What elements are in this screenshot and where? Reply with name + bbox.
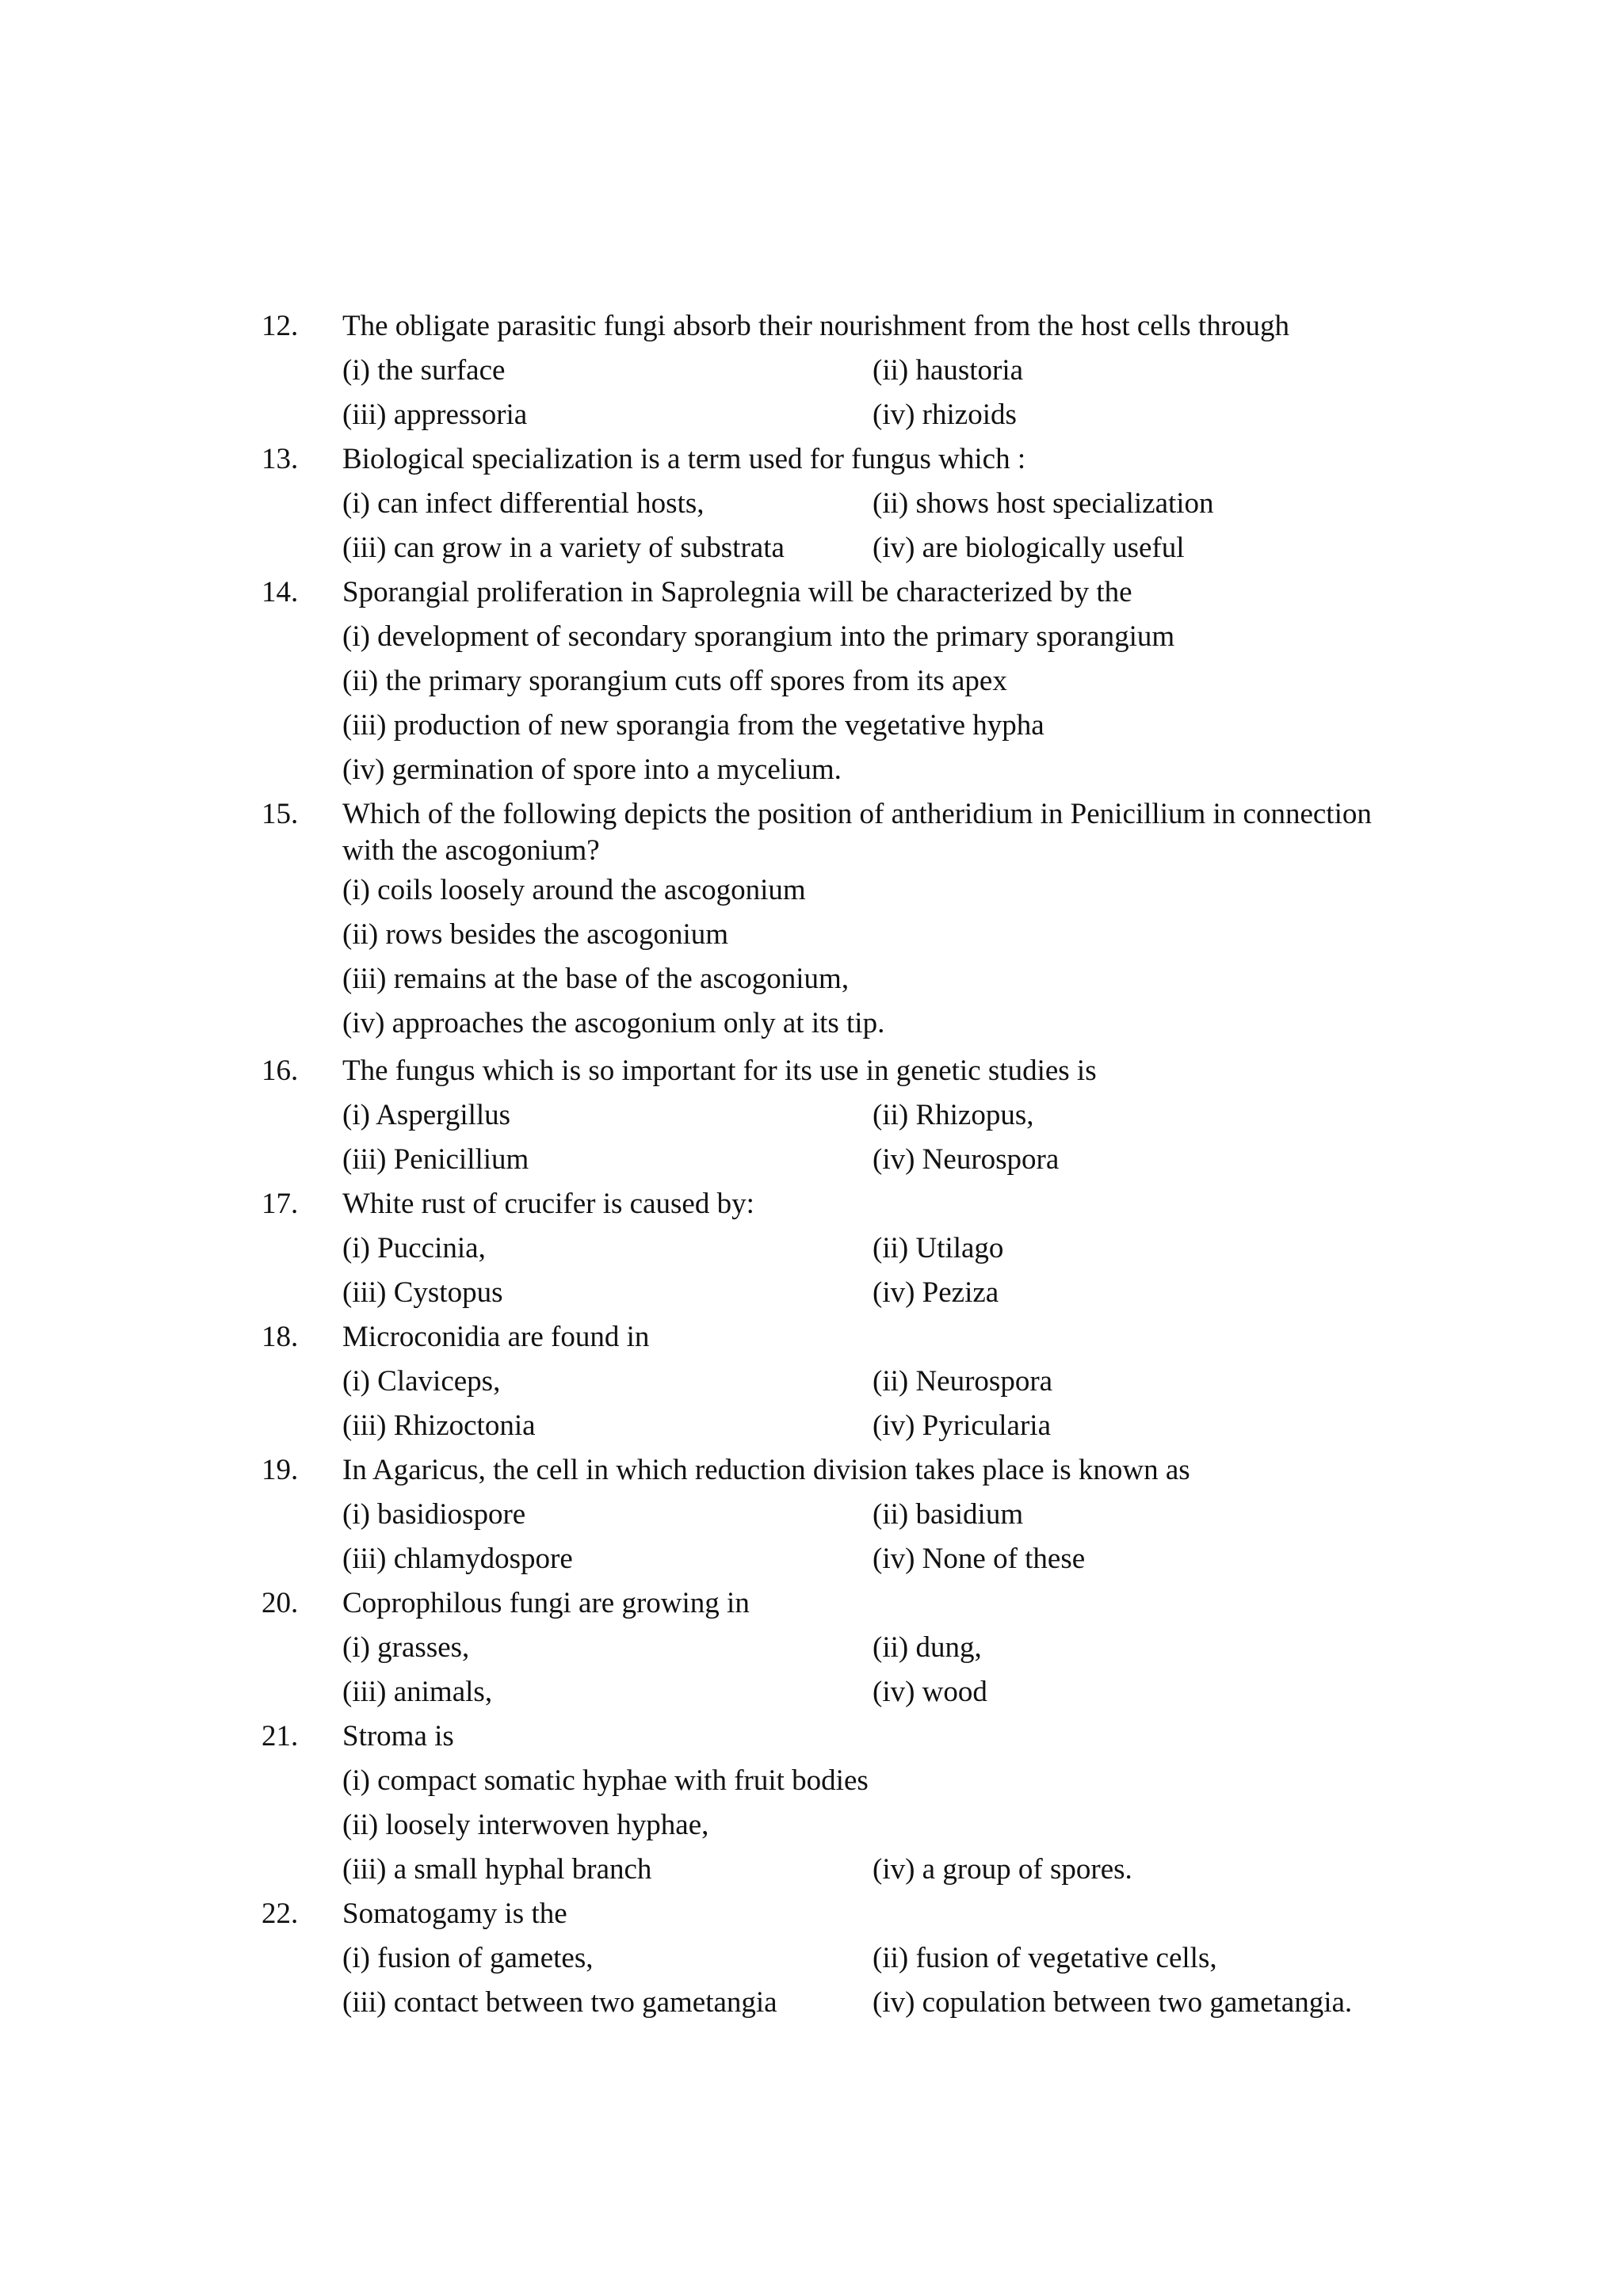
question-19: [0, 1448, 1623, 1581]
option-ii: (ii) loosely interwoven hyphae,: [342, 1809, 709, 1841]
question-13: [0, 437, 1623, 570]
option-iii: (iii) Rhizoctonia: [342, 1409, 536, 1442]
option-i: (i) Claviceps,: [342, 1365, 501, 1398]
option-ii: (ii) haustoria: [873, 354, 1024, 387]
option-i: (i) development of secondary sporangium into the primary sporangium: [342, 620, 1175, 653]
question-20: [0, 1581, 1623, 1714]
option-iii: (iii) a small hyphal branch: [342, 1853, 652, 1886]
option-iii: (iii) Cystopus: [342, 1276, 503, 1309]
option-iii: (iii) chlamydospore: [342, 1543, 573, 1575]
question-text: In Agaricus, the cell in which reduction division takes place is known as: [342, 1454, 1190, 1486]
question-number: 14.: [262, 576, 299, 608]
option-iii: (iii) Penicillium: [342, 1143, 529, 1176]
question-14: [0, 570, 1623, 792]
question-text: Stroma is: [342, 1720, 454, 1753]
option-iii: (iii) can grow in a variety of substrata: [342, 532, 785, 564]
option-i: (i) Aspergillus: [342, 1099, 511, 1131]
option-iv: (iv) wood: [873, 1676, 987, 1708]
question-15: [0, 792, 1623, 1046]
option-iii: (iii) appressoria: [342, 399, 528, 431]
option-ii: (ii) the primary sporangium cuts off spores from its apex: [342, 665, 1007, 697]
question-number: 15.: [262, 798, 299, 830]
question-16: [0, 1049, 1623, 1182]
question-text: Biological specialization is a term used for fungus which :: [342, 443, 1026, 475]
question-number: 12.: [262, 310, 299, 342]
option-ii: (ii) fusion of vegetative cells,: [873, 1942, 1217, 1974]
option-ii: (ii) Neurospora: [873, 1365, 1053, 1398]
option-iv: (iv) Neurospora: [873, 1143, 1060, 1176]
option-i: (i) Puccinia,: [342, 1232, 486, 1264]
question-number: 13.: [262, 443, 299, 475]
question-number: 19.: [262, 1454, 299, 1486]
option-i: (i) fusion of gametes,: [342, 1942, 594, 1974]
option-iv: (iv) None of these: [873, 1543, 1086, 1575]
option-i: (i) coils loosely around the ascogonium: [342, 874, 806, 906]
option-iii: (iii) animals,: [342, 1676, 493, 1708]
option-i: (i) basidiospore: [342, 1498, 526, 1531]
option-iv: (iv) Peziza: [873, 1276, 999, 1309]
question-number: 22.: [262, 1897, 299, 1930]
option-ii: (ii) basidium: [873, 1498, 1024, 1531]
option-iv: (iv) are biologically useful: [873, 532, 1185, 564]
question-17: [0, 1182, 1623, 1315]
option-i: (i) compact somatic hyphae with fruit bodies: [342, 1764, 869, 1797]
option-ii: (ii) Utilago: [873, 1232, 1004, 1264]
question-number: 16.: [262, 1055, 299, 1087]
option-iv: (iv) approaches the ascogonium only at its tip.: [342, 1007, 885, 1039]
option-iv: (iv) Pyricularia: [873, 1409, 1051, 1442]
option-iv: (iv) rhizoids: [873, 399, 1017, 431]
question-text: Sporangial proliferation in Saprolegnia will be characterized by the: [342, 576, 1132, 608]
question-number: 21.: [262, 1720, 299, 1753]
option-i: (i) grasses,: [342, 1631, 470, 1664]
question-18: [0, 1315, 1623, 1448]
option-iv: (iv) copulation between two gametangia.: [873, 1986, 1353, 2019]
option-ii: (ii) dung,: [873, 1631, 982, 1664]
question-22: [0, 1892, 1623, 2025]
question-number: 17.: [262, 1188, 299, 1220]
question-text: Somatogamy is the: [342, 1897, 567, 1930]
question-text: Microconidia are found in: [342, 1321, 650, 1353]
option-iv: (iv) germination of spore into a mycelium.: [342, 753, 842, 786]
option-iv: (iv) a group of spores.: [873, 1853, 1132, 1886]
question-number: 18.: [262, 1321, 299, 1353]
option-i: (i) the surface: [342, 354, 506, 387]
option-ii: (ii) rows besides the ascogonium: [342, 918, 729, 951]
question-text: Coprophilous fungi are growing in: [342, 1587, 750, 1619]
option-iii: (iii) remains at the base of the ascogonium,: [342, 963, 850, 995]
question-text: White rust of crucifer is caused by:: [342, 1188, 754, 1220]
question-12: [0, 304, 1623, 437]
question-21: [0, 1714, 1623, 1892]
question-text: The fungus which is so important for its use in genetic studies is: [342, 1055, 1097, 1087]
question-text: Which of the following depicts the position of antheridium in Penicillium in connection with the ascogonium?: [342, 798, 1372, 867]
question-text: The obligate parasitic fungi absorb their nourishment from the host cells through: [342, 310, 1290, 342]
option-iii: (iii) production of new sporangia from the vegetative hypha: [342, 709, 1044, 742]
option-ii: (ii) shows host specialization: [873, 487, 1214, 520]
option-i: (i) can infect differential hosts,: [342, 487, 705, 520]
option-iii: (iii) contact between two gametangia: [342, 1986, 777, 2019]
question-number: 20.: [262, 1587, 299, 1619]
option-ii: (ii) Rhizopus,: [873, 1099, 1034, 1131]
